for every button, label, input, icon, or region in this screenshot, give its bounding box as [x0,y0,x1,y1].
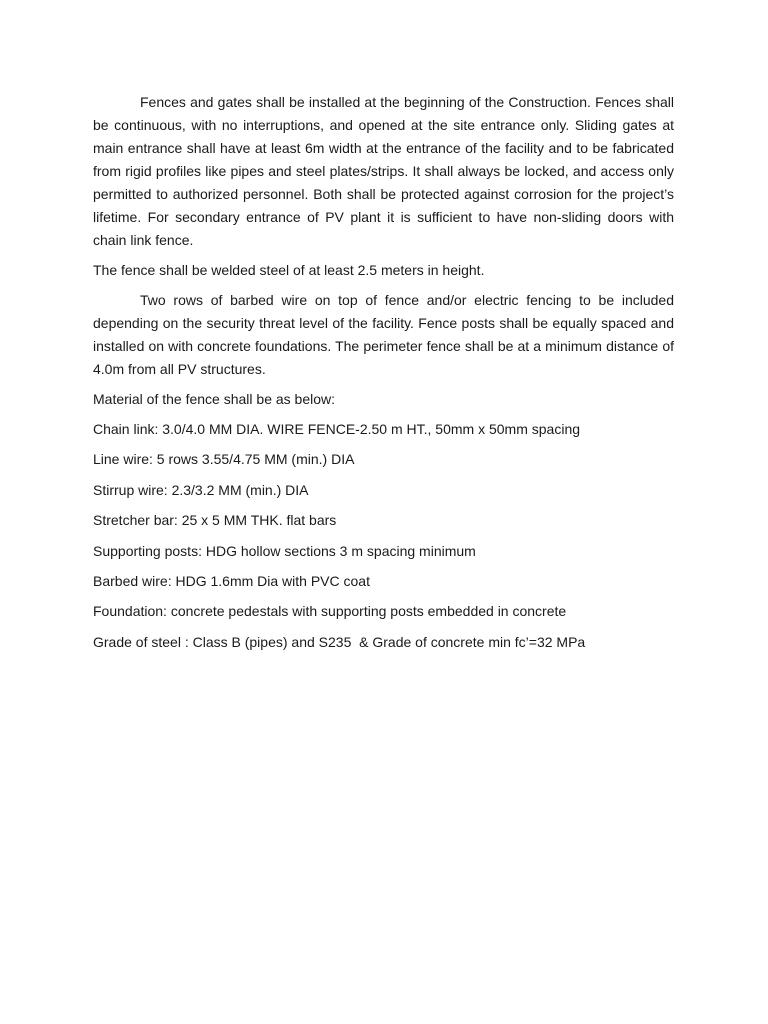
spec-foundation: Foundation: concrete pedestals with supporting posts embedded in concrete [93,603,567,620]
spec-barbed-wire: Barbed wire: HDG 1.6mm Dia with PVC coat [93,572,370,589]
paragraph-material-intro: Material of the fence shall be as below: [93,391,336,407]
spec-line-wire: Line wire: 5 rows 3.55/4.75 MM (min.) DIA [93,451,355,468]
paragraph-barbed-wire: Two rows of barbed wire on top of fence and/or electric fencing to be included depending on the security threat level of the facility. Fence posts shall be equally spaced and installed on with concrete foundations. The perimeter fence shall be at a minimum distance of 4.0m from all PV structures. [93,292,674,377]
spec-supporting-posts: Supporting posts: HDG hollow sections 3 m spacing minimum [93,542,476,559]
material-spec-list [93,418,674,654]
paragraph-fences-and-gates: Fences and gates shall be installed at the beginning of the Construction. Fences shall be continuous, with no interruptions, and opened at the site entrance only. Sliding gates at main entrance shall have at least 6m width at the entrance of the facility and to be fabricated from rigid profiles like pipes and steel plates/strips. It shall always be locked, and access only permitted to authorized personnel. Both shall be protected against corrosion for the project’s lifetime. For secondary entrance of PV plant it is sufficient to have non-sliding doors with chain link fence. [93,94,674,248]
spec-stirrup-wire: Stirrup wire: 2.3/3.2 MM (min.) DIA [93,481,309,498]
spec-stretcher-bar: Stretcher bar: 25 x 5 MM THK. flat bars [93,512,337,529]
spec-chain-link: Chain link: 3.0/4.0 MM DIA. WIRE FENCE-2.50 m HT., 50mm x 50mm spacing [93,421,581,437]
spec-grade-of-steel: Grade of steel : Class B (pipes) and S235 & Grade of concrete min fc’=32 MPa [93,633,586,650]
paragraph-fence-height: The fence shall be welded steel of at least 2.5 meters in height. [93,262,485,278]
document-page [93,91,674,654]
